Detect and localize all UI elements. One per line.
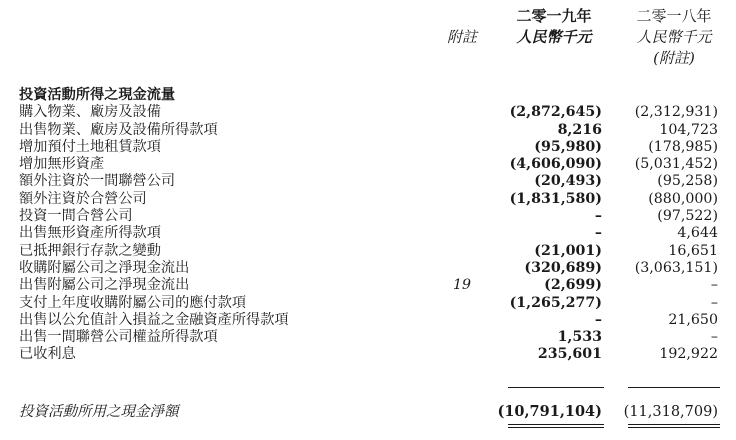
total-value-2018: (11,318,709) — [623, 404, 718, 420]
row-value-2019: (2,872,645) — [509, 104, 602, 121]
table-row — [0, 173, 736, 190]
table-row — [0, 295, 736, 312]
row-value-2018: 21,650 — [668, 311, 718, 328]
subtotal-rule-2018 — [628, 387, 720, 388]
table-row — [0, 156, 736, 173]
year-2019-header: 二零一九年 — [516, 7, 592, 25]
subtotal-rule-2019 — [508, 387, 604, 388]
row-label: 增加無形資產 — [19, 156, 105, 173]
row-label: 額外注資於一間聯營公司 — [19, 173, 176, 190]
row-value-2019: 235,601 — [537, 346, 602, 363]
row-value-2019: 8,216 — [557, 121, 602, 138]
table-row — [0, 277, 736, 294]
line-items — [0, 87, 736, 364]
table-row — [0, 243, 736, 260]
row-label: 收購附屬公司之淨現金流出 — [19, 259, 190, 276]
table-row — [0, 346, 736, 363]
row-value-2019: – — [594, 311, 602, 328]
row-value-2019: (1,831,580) — [509, 190, 602, 207]
unit-2018-header: 人民幣千元 — [636, 28, 712, 46]
row-value-2018: – — [710, 329, 718, 346]
row-value-2019: – — [594, 208, 602, 225]
row-value-2019: (320,689) — [524, 259, 602, 276]
table-row — [0, 208, 736, 225]
row-label: 出售以公允值計入損益之金融資產所得款項 — [19, 311, 289, 328]
row-label: 支付上年度收購附屬公司的應付款項 — [19, 294, 247, 311]
unit-2019-header: 人民幣千元 — [516, 28, 592, 46]
year-2018-header: 二零一八年 — [636, 7, 712, 25]
row-label: 購入物業、廠房及設備 — [19, 104, 161, 121]
row-label: 投資一間合營公司 — [19, 208, 133, 225]
row-value-2018: – — [710, 277, 718, 294]
total-rule-2018-b — [628, 427, 720, 428]
row-label: 已收利息 — [19, 346, 76, 363]
row-value-2019: (21,001) — [534, 242, 602, 259]
total-rule-2019-a — [508, 424, 604, 425]
row-label: 出售一間聯營公司權益所得款項 — [19, 329, 218, 346]
row-value-2019: (20,493) — [534, 173, 602, 190]
table-row — [0, 225, 736, 242]
total-value-2019: (10,791,104) — [497, 403, 602, 420]
table-row — [0, 260, 736, 277]
row-value-2018: (2,312,931) — [634, 104, 718, 121]
row-value-2018: (5,031,452) — [634, 156, 718, 173]
row-note: 19 — [452, 277, 472, 294]
row-value-2018: (178,985) — [648, 138, 718, 155]
row-value-2019: (1,265,277) — [509, 294, 602, 311]
row-value-2018: 4,644 — [677, 225, 718, 242]
row-value-2019: 1,533 — [557, 329, 602, 346]
table-row — [0, 104, 736, 121]
table-row — [0, 329, 736, 346]
row-value-2019: (4,606,090) — [509, 156, 602, 173]
section-title: 投資活動所得之現金流量 — [19, 87, 176, 103]
section-title-row — [0, 87, 736, 104]
table-row — [0, 191, 736, 208]
row-value-2018: 16,651 — [668, 242, 718, 259]
row-value-2018: (880,000) — [648, 190, 718, 207]
total-rule-2019-b — [508, 427, 604, 428]
row-value-2019: (95,980) — [534, 138, 602, 155]
note-2018-header: (附註) — [653, 49, 695, 67]
row-label: 額外注資於合營公司 — [19, 190, 147, 207]
row-value-2018: 104,723 — [659, 121, 718, 138]
row-label: 出售無形資產所得款項 — [19, 225, 161, 242]
row-value-2018: (95,258) — [657, 173, 718, 190]
row-label: 增加預付土地租賃款項 — [19, 138, 161, 155]
total-row — [0, 402, 736, 422]
total-label: 投資活動所用之現金淨額 — [19, 404, 179, 420]
row-value-2019: (2,699) — [544, 277, 602, 294]
note-column-header: 附註 — [446, 28, 477, 46]
table-row — [0, 139, 736, 156]
table-row — [0, 122, 736, 139]
table-row — [0, 312, 736, 329]
row-label: 已抵押銀行存款之變動 — [19, 242, 161, 259]
row-value-2018: 192,922 — [659, 346, 718, 363]
total-rule-2018-a — [628, 424, 720, 425]
row-label: 出售物業、廠房及設備所得款項 — [19, 121, 218, 138]
row-value-2018: (3,063,151) — [634, 259, 718, 276]
row-label: 出售附屬公司之淨現金流出 — [19, 277, 190, 294]
row-value-2019: – — [594, 225, 602, 242]
row-value-2018: (97,522) — [657, 208, 718, 225]
row-value-2018: – — [710, 294, 718, 311]
